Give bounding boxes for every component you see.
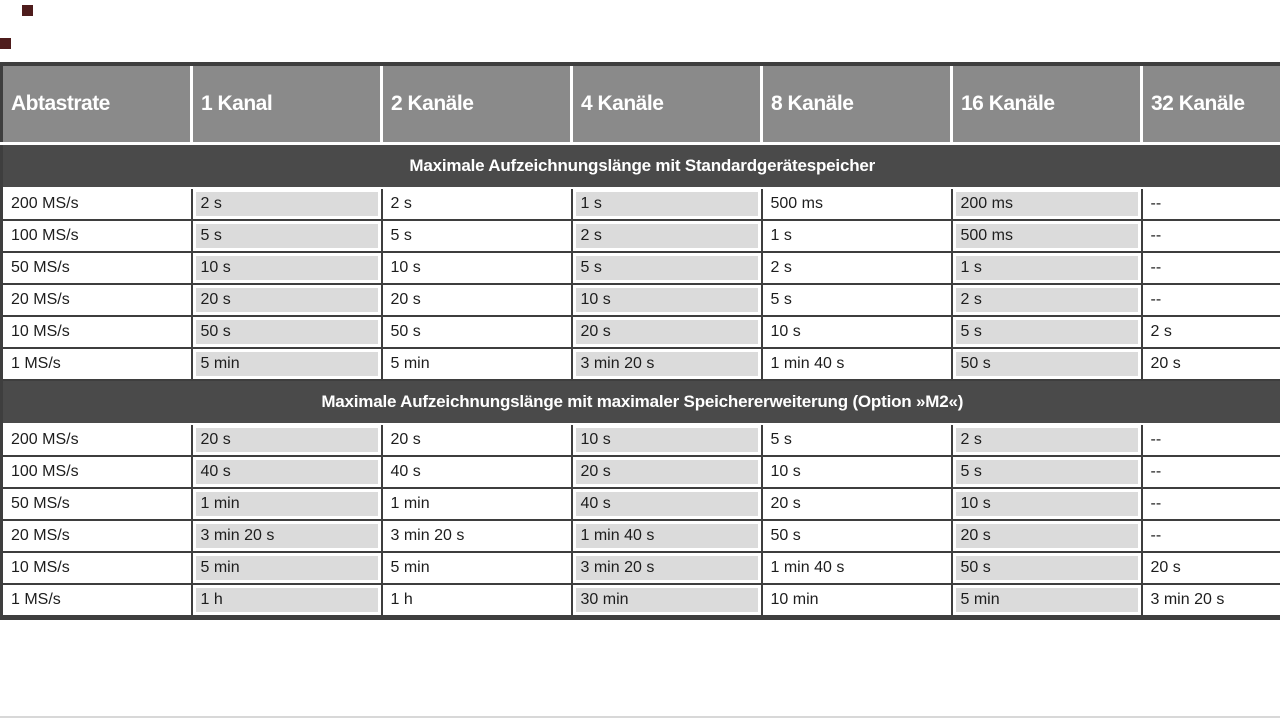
table-row — [2, 284, 1280, 316]
cell: 50 s — [952, 348, 1142, 380]
cell: -- — [1142, 252, 1280, 284]
cell: 1 h — [192, 584, 382, 618]
cell: 10 s — [762, 456, 952, 488]
cell: 20 s — [1142, 552, 1280, 584]
cell: 1 min — [192, 488, 382, 520]
header-row — [2, 64, 1280, 144]
column-header-16-kanaele: 16 Kanäle — [952, 64, 1142, 144]
cell: -- — [1142, 520, 1280, 552]
cell: 5 s — [382, 220, 572, 252]
cell: 20 s — [952, 520, 1142, 552]
row-label: 10 MS/s — [2, 552, 192, 584]
cell: 20 s — [192, 284, 382, 316]
cell: 20 s — [572, 316, 762, 348]
cell: -- — [1142, 488, 1280, 520]
row-label: 200 MS/s — [2, 424, 192, 456]
row-label: 10 MS/s — [2, 316, 192, 348]
cell: 5 min — [952, 584, 1142, 618]
cell: 10 min — [762, 584, 952, 618]
cell: 500 ms — [762, 188, 952, 220]
column-header-4-kanaele: 4 Kanäle — [572, 64, 762, 144]
bottom-divider — [0, 716, 1280, 718]
cell: 5 s — [952, 316, 1142, 348]
cell: 20 s — [382, 424, 572, 456]
cell: 1 min 40 s — [572, 520, 762, 552]
cell: -- — [1142, 456, 1280, 488]
table-row — [2, 552, 1280, 584]
section-header-row — [2, 380, 1280, 424]
cell: 1 s — [952, 252, 1142, 284]
cell: 10 s — [382, 252, 572, 284]
cell: 1 min 40 s — [762, 552, 952, 584]
table-row — [2, 316, 1280, 348]
cell: 5 s — [192, 220, 382, 252]
column-header-8-kanaele: 8 Kanäle — [762, 64, 952, 144]
cell: 2 s — [1142, 316, 1280, 348]
cell: 30 min — [572, 584, 762, 618]
row-label: 20 MS/s — [2, 520, 192, 552]
cell: 3 min 20 s — [572, 348, 762, 380]
row-label: 100 MS/s — [2, 220, 192, 252]
cell: 1 min — [382, 488, 572, 520]
cell: 20 s — [382, 284, 572, 316]
cell: 5 s — [762, 284, 952, 316]
cell: 10 s — [572, 284, 762, 316]
cell: 1 h — [382, 584, 572, 618]
cell: -- — [1142, 424, 1280, 456]
section-title-standard-memory: Maximale Aufzeichnungslänge mit Standardgerätespeicher — [2, 144, 1280, 189]
red-square-bullet — [22, 5, 33, 16]
row-label: 50 MS/s — [2, 488, 192, 520]
table-row — [2, 252, 1280, 284]
cell: 50 s — [382, 316, 572, 348]
cell: 3 min 20 s — [192, 520, 382, 552]
cell: 1 s — [572, 188, 762, 220]
row-label: 20 MS/s — [2, 284, 192, 316]
cell: 40 s — [192, 456, 382, 488]
table-row — [2, 488, 1280, 520]
row-label: 50 MS/s — [2, 252, 192, 284]
cell: 2 s — [192, 188, 382, 220]
table-row — [2, 520, 1280, 552]
cell: 5 min — [382, 348, 572, 380]
cell: 1 s — [762, 220, 952, 252]
cell: 2 s — [952, 284, 1142, 316]
cell: -- — [1142, 220, 1280, 252]
cell: 2 s — [952, 424, 1142, 456]
table-row — [2, 188, 1280, 220]
cell: 5 s — [952, 456, 1142, 488]
cell: -- — [1142, 284, 1280, 316]
recording-length-table — [0, 62, 1280, 620]
cell: 10 s — [192, 252, 382, 284]
cell: 3 min 20 s — [1142, 584, 1280, 618]
column-header-abtastrate: Abtastrate — [2, 64, 192, 144]
table-row — [2, 220, 1280, 252]
cell: 10 s — [952, 488, 1142, 520]
cell: -- — [1142, 188, 1280, 220]
cell: 20 s — [762, 488, 952, 520]
row-label: 1 MS/s — [2, 584, 192, 618]
cell: 500 ms — [952, 220, 1142, 252]
row-label: 1 MS/s — [2, 348, 192, 380]
column-header-32-kanaele: 32 Kanäle — [1142, 64, 1280, 144]
red-square-bullet — [0, 38, 11, 49]
column-header-1-kanal: 1 Kanal — [192, 64, 382, 144]
cell: 50 s — [952, 552, 1142, 584]
row-label: 100 MS/s — [2, 456, 192, 488]
table-row — [2, 424, 1280, 456]
section-header-row — [2, 144, 1280, 189]
cell: 40 s — [572, 488, 762, 520]
cell: 5 s — [762, 424, 952, 456]
cell: 10 s — [572, 424, 762, 456]
cell: 20 s — [572, 456, 762, 488]
row-label: 200 MS/s — [2, 188, 192, 220]
cell: 5 min — [192, 348, 382, 380]
cell: 40 s — [382, 456, 572, 488]
cell: 50 s — [192, 316, 382, 348]
cell: 1 min 40 s — [762, 348, 952, 380]
table-row — [2, 456, 1280, 488]
cell: 5 min — [382, 552, 572, 584]
cell: 2 s — [382, 188, 572, 220]
section-title-extended-memory: Maximale Aufzeichnungslänge mit maximaler Speichererweiterung (Option »M2«) — [2, 380, 1280, 424]
cell: 5 min — [192, 552, 382, 584]
cell: 2 s — [572, 220, 762, 252]
cell: 5 s — [572, 252, 762, 284]
cell: 50 s — [762, 520, 952, 552]
cell: 3 min 20 s — [572, 552, 762, 584]
cell: 20 s — [192, 424, 382, 456]
table-row — [2, 348, 1280, 380]
cell: 2 s — [762, 252, 952, 284]
column-header-2-kanaele: 2 Kanäle — [382, 64, 572, 144]
cell: 10 s — [762, 316, 952, 348]
cell: 20 s — [1142, 348, 1280, 380]
cell: 200 ms — [952, 188, 1142, 220]
table-row — [2, 584, 1280, 618]
cell: 3 min 20 s — [382, 520, 572, 552]
